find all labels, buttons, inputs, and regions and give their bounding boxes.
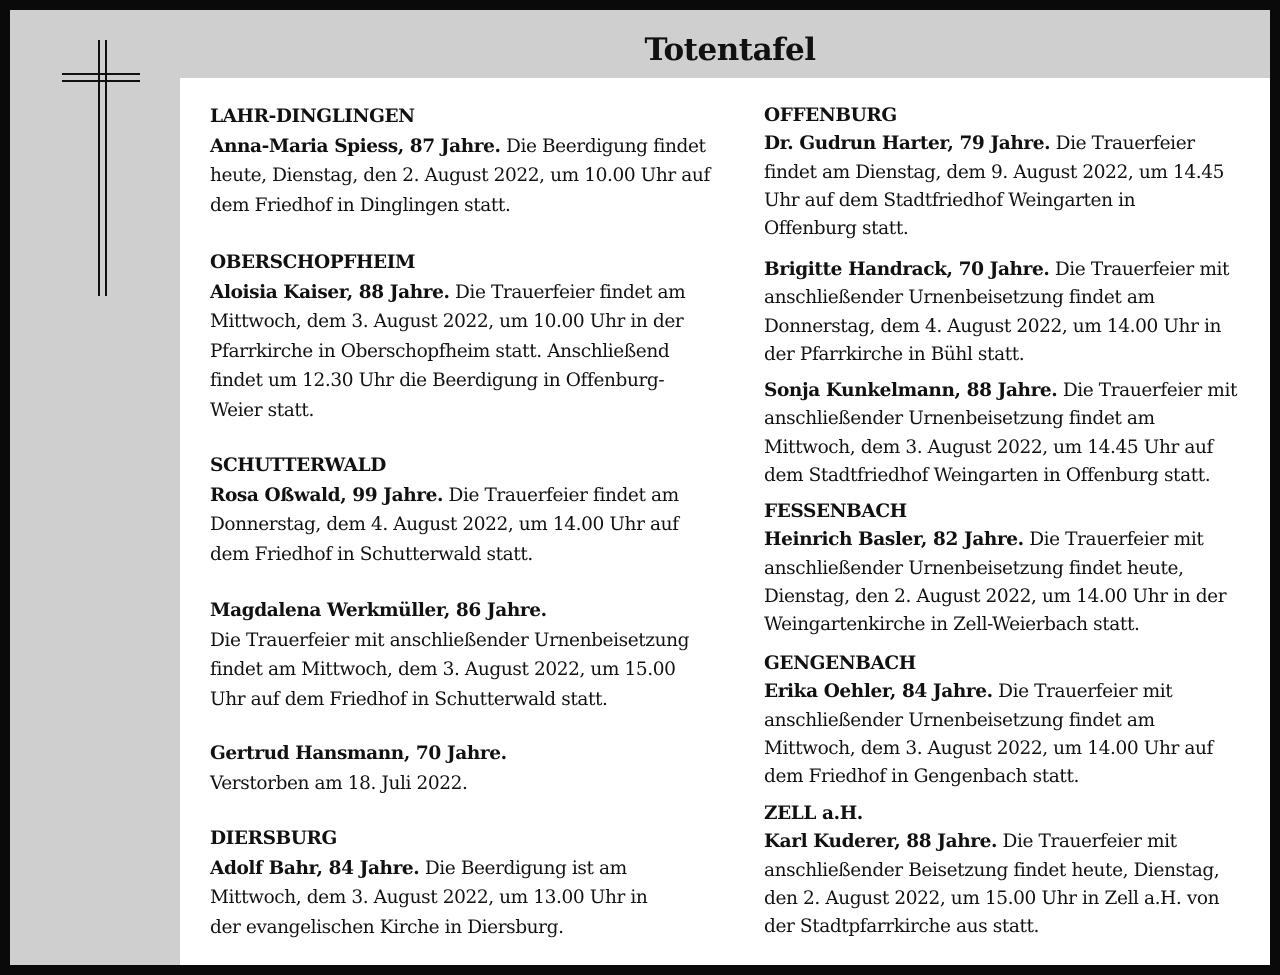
- deceased-name: Anna-Maria Spiess, 87 Jahre.: [210, 135, 501, 157]
- obituary-text: Verstorben am 18. Juli 2022.: [210, 772, 468, 794]
- deceased-name: Aloisia Kaiser, 88 Jahre.: [210, 281, 450, 303]
- obituary-entry: [210, 596, 740, 714]
- obituary-text: Die Trauerfeier mit anschließender Urnenbeisetzung findet heute, Dienstag, den 2. August 2022, um 14.00 Uhr in der Weingartenkirche in Zell-Weierbach statt.: [764, 529, 1227, 636]
- deceased-name: Heinrich Basler, 82 Jahre.: [764, 529, 1024, 551]
- obituary-entry: [764, 256, 1264, 369]
- location-heading: ZELL a.H.: [764, 803, 863, 824]
- obituary-entry: [764, 498, 1264, 639]
- deceased-name: Karl Kuderer, 88 Jahre.: [764, 831, 998, 853]
- page-title: Totentafel: [644, 32, 816, 68]
- obituary-text: Die Trauerfeier mit anschließender Urnenbeisetzung findet am Mittwoch, dem 3. August 2022, um 15.00 Uhr auf dem Friedhof in Schutterwald statt.: [210, 629, 690, 710]
- obituary-panel: [180, 78, 1270, 965]
- location-heading: OFFENBURG: [764, 105, 897, 126]
- obituary-text: Die Trauerfeier mit anschließender Beisetzung findet heute, Dienstag, den 2. August 2022, um 15.00 Uhr in Zell a.H. von der Stadtpfarrkirche aus statt.: [764, 831, 1220, 938]
- obituary-text: Die Trauerfeier mit anschließender Urnenbeisetzung findet am Donnerstag, dem 4. August 2022, um 14.00 Uhr in der Pfarrkirche in Bühl statt.: [764, 259, 1230, 365]
- obituary-entry: [210, 102, 740, 220]
- obituary-text: Die Trauerfeier mit anschließender Urnenbeisetzung findet am Mittwoch, dem 3. August 2022, um 14.00 Uhr auf dem Friedhof in Gengenbach statt.: [764, 681, 1213, 788]
- deceased-name: Erika Oehler, 84 Jahre.: [764, 681, 993, 703]
- obituary-text: Die Trauerfeier findet am Mittwoch, dem 3. August 2022, um 10.00 Uhr in der Pfarrkirche in Oberschopfheim statt. Anschließend findet um 12.30 Uhr die Beerdigung in Offenburg-Weier statt.: [210, 281, 686, 421]
- deceased-name: Sonja Kunkelmann, 88 Jahre.: [764, 380, 1058, 401]
- location-heading: FESSENBACH: [764, 501, 907, 522]
- deceased-name: Dr. Gudrun Harter, 79 Jahre.: [764, 133, 1051, 155]
- deceased-name: Rosa Oßwald, 99 Jahre.: [210, 484, 444, 506]
- location-heading: LAHR-DINGLINGEN: [210, 106, 415, 127]
- location-heading: SCHUTTERWALD: [210, 455, 386, 476]
- obituary-text: Die Trauerfeier mit anschließender Urnenbeisetzung findet am Mittwoch, dem 3. August 2022, um 14.45 Uhr auf dem Stadtfriedhof Weingarten in Offenburg statt.: [764, 380, 1237, 486]
- obituary-entry: [210, 451, 740, 569]
- obituary-entry: [764, 800, 1264, 941]
- deceased-name: Brigitte Handrack, 70 Jahre.: [764, 259, 1050, 280]
- obituary-entry: [210, 248, 740, 425]
- obituary-text: Die Trauerfeier findet am Donnerstag, dem 4. August 2022, um 14.00 Uhr auf dem Friedhof in Schutterwald statt.: [210, 484, 679, 565]
- location-heading: OBERSCHOPFHEIM: [210, 252, 416, 273]
- location-heading: GENGENBACH: [764, 653, 916, 674]
- obituary-text: Die Beerdigung ist am Mittwoch, dem 3. August 2022, um 13.00 Uhr in der evangelischen Kirche in Diersburg.: [210, 857, 648, 938]
- deceased-name: Magdalena Werkmüller, 86 Jahre.: [210, 600, 547, 621]
- obituary-entry: [764, 102, 1264, 243]
- obituary-text: Die Trauerfeier findet am Dienstag, dem 9. August 2022, um 14.45 Uhr auf dem Stadtfriedhof Weingarten in Offenburg statt.: [764, 133, 1224, 240]
- obituary-entry: [210, 739, 740, 798]
- obituary-text: Die Beerdigung findet heute, Dienstag, den 2. August 2022, um 10.00 Uhr auf dem Friedhof in Dinglingen statt.: [210, 135, 710, 216]
- location-heading: DIERSBURG: [210, 828, 337, 849]
- obituary-entry: [764, 650, 1264, 791]
- deceased-name: Gertrud Hansmann, 70 Jahre.: [210, 743, 507, 764]
- deceased-name: Adolf Bahr, 84 Jahre.: [210, 857, 420, 879]
- cross-icon: [62, 40, 142, 300]
- obituary-entry: [764, 377, 1264, 490]
- obituary-entry: [210, 824, 740, 942]
